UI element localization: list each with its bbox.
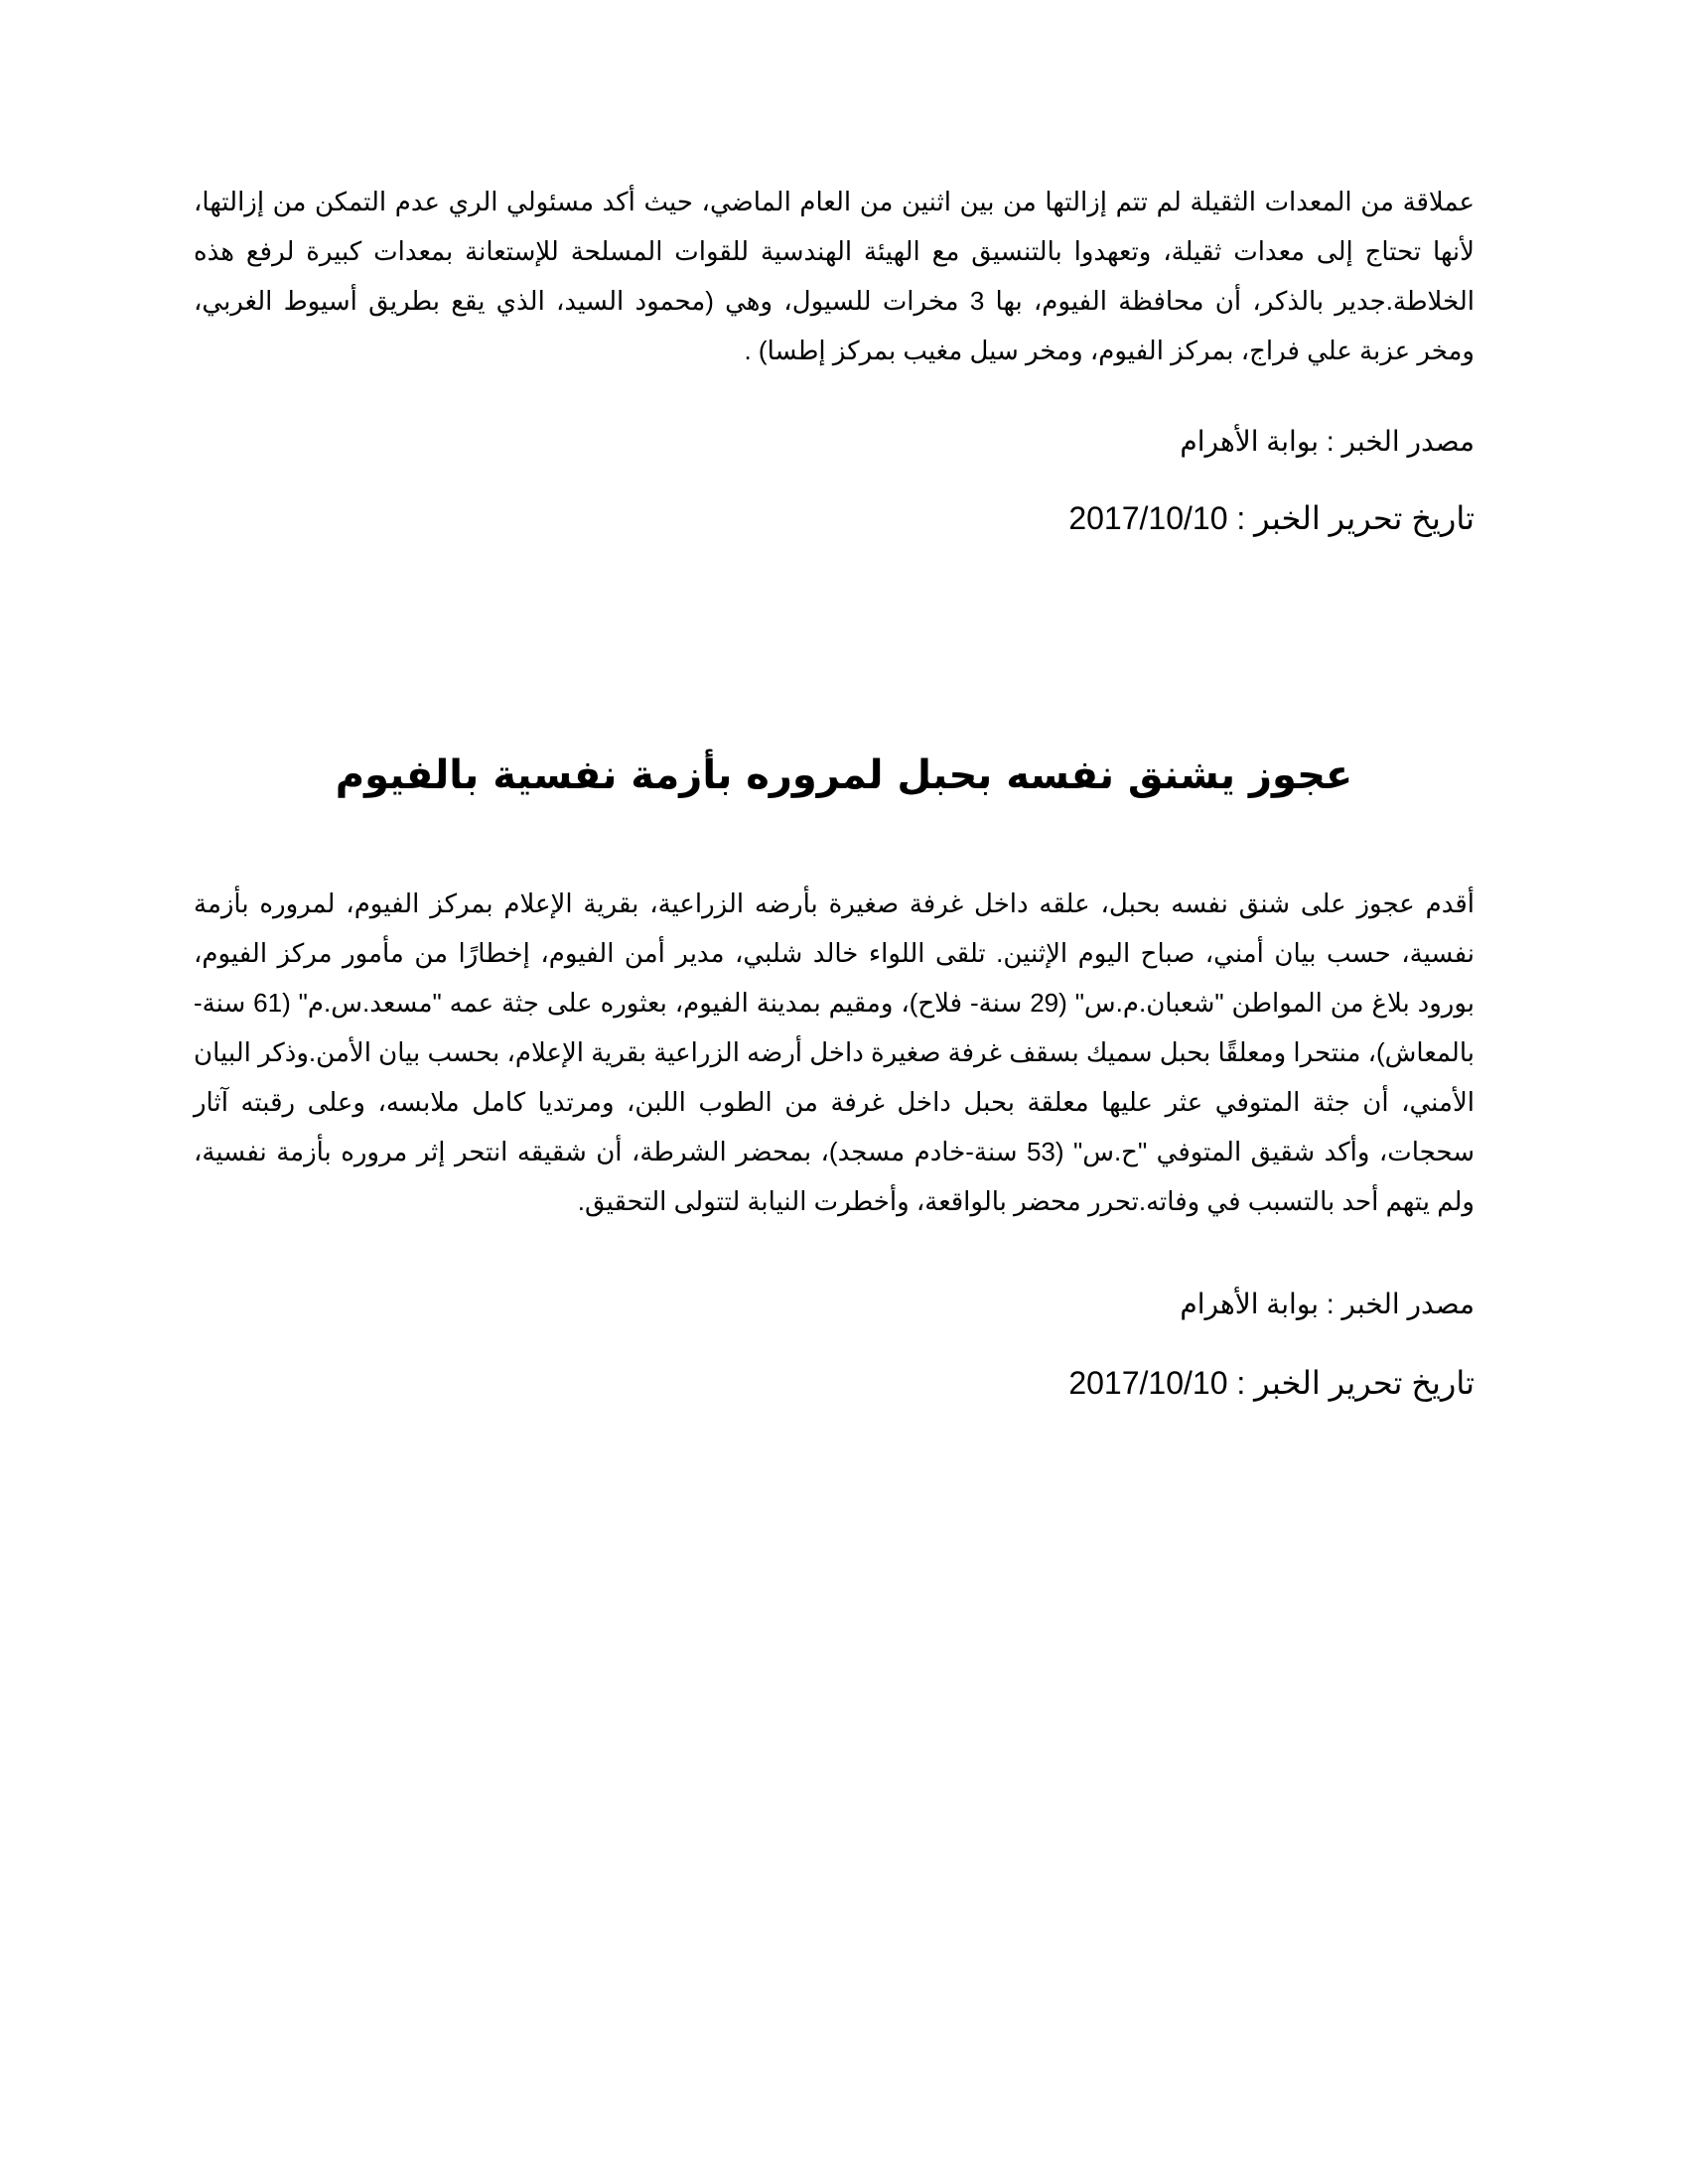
article-1-source: مصدر الخبر : بوابة الأهرام bbox=[1180, 426, 1475, 457]
article-2-source: مصدر الخبر : بوابة الأهرام bbox=[1180, 1289, 1475, 1319]
article-2-headline: عجوز يشنق نفسه بحبل لمروره بأزمة نفسية بالفيوم bbox=[335, 752, 1353, 798]
article-2-date: تاريخ تحرير الخبر : 2017/10/10 bbox=[1068, 1365, 1475, 1401]
article-1-body: عملاقة من المعدات الثقيلة لم تتم إزالتها من بين اثنين من العام الماضي، حيث أكد مسئولي الري عدم التمكن من إزالتها، لأنها تحتاج إلى معدات ثقيلة، وتعهدوا بالتنسيق مع الهيئة الهندسية للقوات المسلحة للإستعانة بمعدات كبيرة لرفع هذه الخلاطة.جدير بالذكر، أن محافظة الفيوم، بها 3 مخرات للسيول، وهي (محمود السيد، الذي يقع بطريق أسيوط الغربي، ومخر عزبة علي فراج، بمركز الفيوم، ومخر سيل مغيب بمركز إطسا) . bbox=[194, 187, 1475, 365]
article-1-date: تاريخ تحرير الخبر : 2017/10/10 bbox=[1068, 500, 1475, 536]
article-2-body: أقدم عجوز على شنق نفسه بحبل، علقه داخل غرفة صغيرة بأرضه الزراعية، بقرية الإعلام بمركز الفيوم، لمروره بأزمة نفسية، حسب بيان أمني، صباح اليوم الإثنين. تلقى اللواء خالد شلبي، مدير أمن الفيوم، إخطارًا من مأمور مركز الفيوم، بورود بلاغ من المواطن "شعبان.م.س" (29 سنة- فلاح)، ومقيم بمدينة الفيوم، بعثوره على جثة عمه "مسعد.س.م" (61 سنة- بالمعاش)، منتحرا ومعلقًا بحبل سميك بسقف غرفة صغيرة داخل أرضه الزراعية بقرية الإعلام، بحسب بيان الأمن.وذكر البيان الأمني، أن جثة المتوفي عثر عليها معلقة بحبل داخل غرفة من الطوب اللبن، ومرتديا كامل ملابسه، وعلى رقبته آثار سحجات، وأكد شقيق المتوفي "ح.س" (53 سنة-خادم مسجد)، بمحضر الشرطة، أن شقيقه انتحر إثر مروره بأزمة نفسية، ولم يتهم أحد بالتسبب في وفاته.تحرر محضر بالواقعة، وأخطرت النيابة لتتولى التحقيق. bbox=[194, 888, 1475, 1216]
